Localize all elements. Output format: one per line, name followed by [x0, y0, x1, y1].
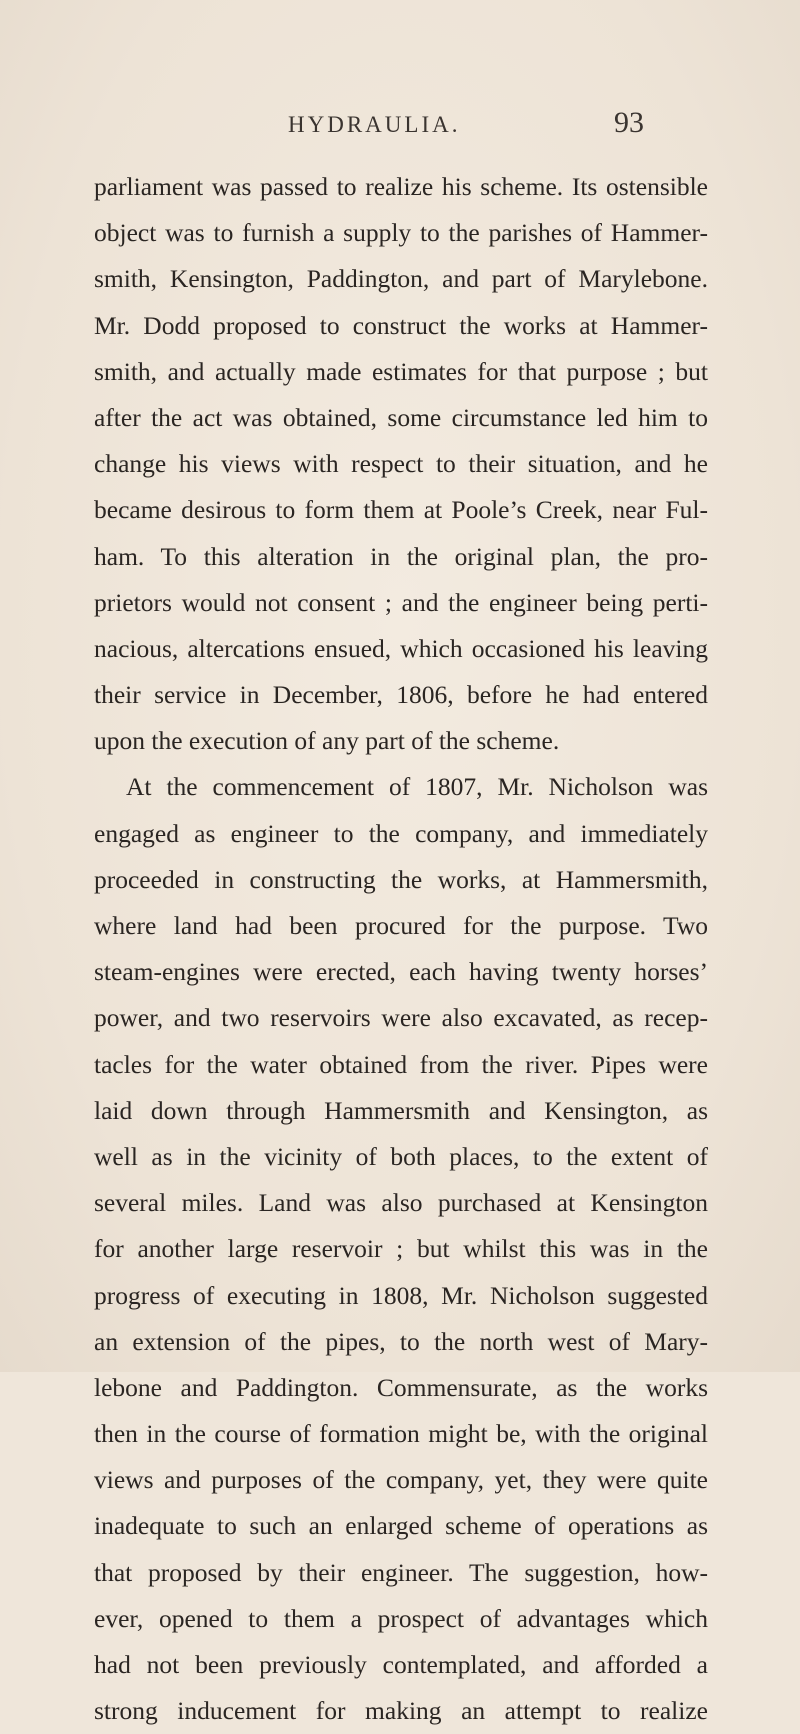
text-line: steam-engines were erected, each having twenty horses’ — [94, 957, 708, 987]
text-line: upon the execution of any part of the scheme. — [94, 726, 560, 756]
text-line: ever, opened to them a prospect of advantages which — [94, 1603, 708, 1633]
paragraph-2 — [94, 764, 708, 1734]
paragraph-1 — [94, 164, 708, 764]
text-line: views and purposes of the company, yet, they were quite — [94, 1465, 708, 1495]
text-line: laid down through Hammersmith and Kensington, as — [94, 1095, 708, 1125]
text-line: lebone and Paddington. Commensurate, as the works — [94, 1372, 708, 1402]
text-line: progress of executing in 1808, Mr. Nicholson suggested — [94, 1280, 708, 1310]
text-line: smith, and actually made estimates for that purpose ; but — [94, 356, 708, 386]
text-line: tacles for the water obtained from the river. Pipes were — [94, 1049, 708, 1079]
page-number: 93 — [614, 106, 644, 139]
text-line: had not been previously contemplated, and afforded a — [94, 1650, 708, 1679]
text-line: their service in December, 1806, before he had entered — [94, 680, 708, 710]
text-line: ham. To this alteration in the original plan, the pro- — [94, 541, 708, 571]
text-line: where land had been procured for the purpose. Two — [94, 911, 708, 940]
running-head — [0, 106, 800, 146]
text-line: an extension of the pipes, to the north west of Mary- — [94, 1326, 708, 1356]
text-line: parliament was passed to realize his scheme. Its ostensible — [94, 172, 708, 201]
text-line: became desirous to form them at Poole’s Creek, near Ful- — [94, 495, 708, 525]
text-line: then in the course of formation might be, with the original — [94, 1419, 708, 1449]
text-line: engaged as engineer to the company, and immediately — [94, 818, 708, 848]
text-line: proceeded in constructing the works, at Hammersmith, — [94, 864, 708, 894]
text-line: prietors would not consent ; and the engineer being perti- — [94, 587, 708, 617]
text-line: several miles. Land was also purchased at Kensington — [94, 1188, 708, 1218]
body-text — [94, 164, 708, 1734]
text-line: object was to furnish a supply to the parishes of Hammer- — [94, 218, 708, 248]
text-line: smith, Kensington, Paddington, and part of Marylebone. — [94, 264, 708, 294]
text-line: for another large reservoir ; but whilst this was in the — [94, 1234, 708, 1264]
text-line: Mr. Dodd proposed to construct the works at Hammer- — [94, 310, 708, 340]
text-line: strong inducement for making an attempt to realize — [94, 1696, 708, 1726]
text-line: that proposed by their engineer. The suggestion, how- — [94, 1557, 708, 1587]
text-line: after the act was obtained, some circumstance led him to — [94, 402, 708, 432]
text-line: change his views with respect to their situation, and he — [94, 449, 708, 479]
text-line: inadequate to such an enlarged scheme of operations as — [94, 1511, 708, 1541]
text-line: well as in the vicinity of both places, to the extent of — [94, 1141, 708, 1171]
text-line: At the commencement of 1807, Mr. Nicholson was — [126, 772, 708, 802]
running-title: HYDRAULIA. — [288, 112, 461, 137]
text-line: power, and two reservoirs were also excavated, as recep- — [94, 1003, 708, 1033]
text-line: nacious, altercations ensued, which occasioned his leaving — [94, 633, 708, 663]
